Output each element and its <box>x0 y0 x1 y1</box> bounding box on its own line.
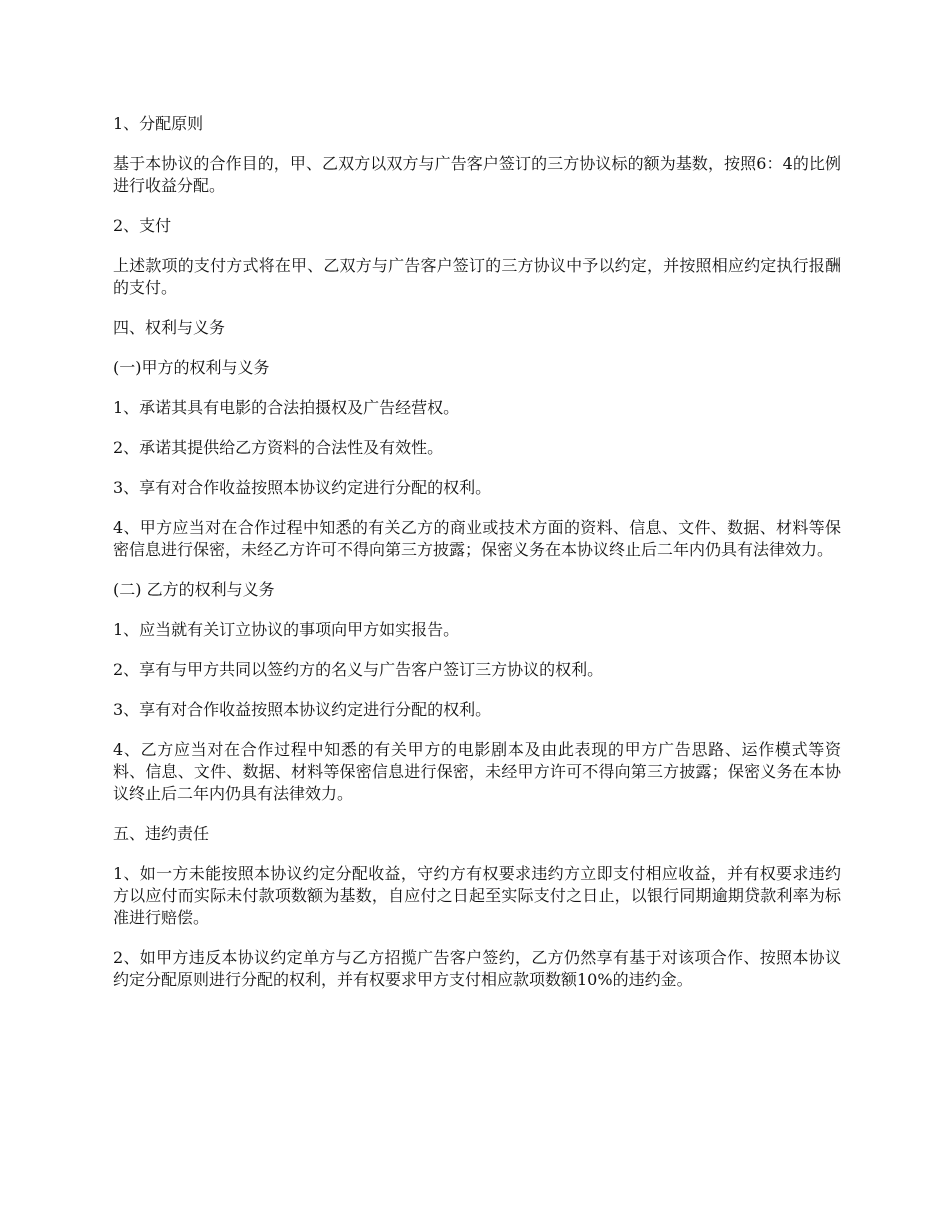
party-b-item-4: 4、乙方应当对在合作过程中知悉的有关甲方的电影剧本及由此表现的甲方广告思路、运作模式等资料、信息、文件、数据、材料等保密信息进行保密，未经甲方许可不得向第三方披露；保密义务在本协议终止后二年内仍具有法律效力。 <box>113 740 841 803</box>
party-b-item-1: 1、应当就有关订立协议的事项向甲方如实报告。 <box>113 620 460 639</box>
section-heading-liability: 五、违约责任 <box>113 824 210 843</box>
heading-payment: 2、支付 <box>113 216 172 235</box>
liability-item-1: 1、如一方未能按照本协议约定分配收益，守约方有权要求违约方立即支付相应收益，并有权要求违约方以应付而实际未付款项数额为基数，自应付之日起至实际支付之日止，以银行同期逾期贷款利率为标准进行赔偿。 <box>113 864 841 927</box>
paragraph-allocation-ratio: 基于本协议的合作目的，甲、乙双方以双方与广告客户签订的三方协议标的额为基数，按照6：4的比例进行收益分配。 <box>113 154 841 195</box>
party-a-item-3: 3、享有对合作收益按照本协议约定进行分配的权利。 <box>113 478 492 497</box>
subheading-party-b: (二) 乙方的权利与义务 <box>113 580 275 599</box>
liability-item-2: 2、如甲方违反本协议约定单方与乙方招揽广告客户签约，乙方仍然享有基于对该项合作、按照本协议约定分配原则进行分配的权利，并有权要求甲方支付相应款项数额10%的违约金。 <box>113 948 841 989</box>
paragraph-payment-method: 上述款项的支付方式将在甲、乙双方与广告客户签订的三方协议中予以约定，并按照相应约定执行报酬的支付。 <box>113 256 841 297</box>
heading-allocation-principle: 1、分配原则 <box>113 114 204 133</box>
party-b-item-2: 2、享有与甲方共同以签约方的名义与广告客户签订三方协议的权利。 <box>113 660 604 679</box>
party-a-item-2: 2、承诺其提供给乙方资料的合法性及有效性。 <box>113 438 444 457</box>
document-body <box>113 113 841 1009</box>
section-heading-rights-obligations: 四、权利与义务 <box>113 318 226 337</box>
party-a-item-4: 4、甲方应当对在合作过程中知悉的有关乙方的商业或技术方面的资料、信息、文件、数据、材料等保密信息进行保密，未经乙方许可不得向第三方披露；保密义务在本协议终止后二年内仍具有法律效力。 <box>113 518 841 559</box>
subheading-party-a: (一)甲方的权利与义务 <box>113 358 270 377</box>
party-a-item-1: 1、承诺其具有电影的合法拍摄权及广告经营权。 <box>113 398 460 417</box>
party-b-item-3: 3、享有对合作收益按照本协议约定进行分配的权利。 <box>113 700 492 719</box>
